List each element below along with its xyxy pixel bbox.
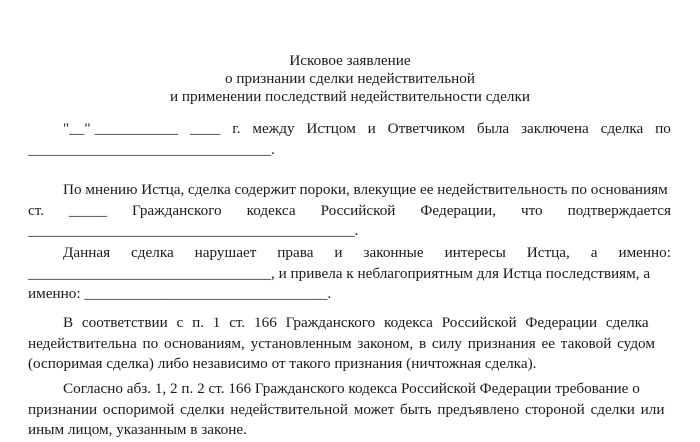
consequences-blank: ________________________________ bbox=[84, 285, 328, 302]
word: между bbox=[252, 120, 295, 137]
violated-interests-blank: ________________________________ bbox=[28, 264, 271, 282]
word: именно: bbox=[618, 244, 671, 261]
paragraph-article-166-p1 bbox=[28, 313, 671, 375]
paragraph-line bbox=[28, 264, 671, 285]
word: по bbox=[655, 120, 671, 137]
paragraph-article-166-p2 bbox=[28, 379, 671, 441]
paragraph-line bbox=[28, 140, 671, 161]
contract-basis-blank: ________________________________ bbox=[28, 140, 271, 158]
word: права bbox=[277, 244, 314, 261]
paragraph-line bbox=[28, 119, 671, 140]
paragraph-line bbox=[28, 243, 671, 264]
word: была bbox=[476, 120, 510, 137]
word: г. bbox=[232, 120, 241, 137]
word: подтверждается bbox=[567, 201, 671, 219]
paragraph-line: Согласно абз. 1, 2 п. 2 ст. 166 Гражданского кодекса Российской Федерации требование о bbox=[63, 380, 640, 397]
paragraph-line bbox=[28, 221, 671, 242]
word: сделка bbox=[600, 120, 644, 137]
period: . bbox=[327, 285, 332, 302]
text: , и привела к неблагоприятным для Истца последствиям, а bbox=[271, 264, 651, 282]
word: заключена bbox=[521, 120, 589, 137]
paragraph-line: недействительна по основаниям, установленным законом, в силу признания ее таковой судом bbox=[28, 334, 655, 352]
word: Федерации, bbox=[420, 201, 496, 219]
date-year-field: ____ bbox=[189, 120, 221, 137]
word: а bbox=[590, 244, 598, 261]
article-number-blank: _____ bbox=[69, 201, 108, 219]
word: Российской bbox=[320, 201, 396, 219]
word: ст. bbox=[28, 201, 45, 219]
word: кодекса bbox=[246, 201, 296, 219]
title-line-3: и применении последствий недействительности сделки bbox=[170, 88, 530, 105]
word: Ответчиком bbox=[387, 120, 466, 137]
paragraph-line bbox=[28, 284, 671, 305]
paragraph-line bbox=[28, 201, 671, 222]
period: . bbox=[354, 222, 359, 239]
word: именно: bbox=[28, 285, 81, 302]
paragraph-plaintiff-opinion bbox=[28, 180, 671, 242]
paragraph-contract-concluded bbox=[28, 119, 671, 160]
paragraph-rights-violation bbox=[28, 243, 671, 305]
paragraph-line: (оспоримая сделка) либо независимо от такого признания (ничтожная сделка). bbox=[28, 355, 537, 372]
word: нарушает bbox=[194, 244, 257, 261]
title-line-2: о признании сделки недействительной bbox=[224, 70, 476, 87]
word: что bbox=[520, 201, 543, 219]
paragraph-line: В соответствии с п. 1 ст. 166 Гражданского кодекса Российской Федерации сделка bbox=[63, 314, 649, 331]
date-day-field: "__" bbox=[63, 120, 91, 137]
word: интересы bbox=[444, 244, 506, 261]
word: Данная bbox=[63, 244, 111, 261]
word: Гражданского bbox=[132, 201, 222, 219]
word: Истцом bbox=[306, 120, 356, 137]
period: . bbox=[271, 140, 275, 158]
word: и bbox=[367, 120, 376, 137]
paragraph-line: По мнению Истца, сделка содержит пороки, влекущие ее недействительность по основаниям bbox=[63, 181, 668, 198]
date-month-field: ___________ bbox=[94, 120, 179, 137]
word: и bbox=[334, 244, 343, 261]
evidence-blank: ___________________________________________ bbox=[28, 222, 355, 239]
word: сделка bbox=[131, 244, 174, 261]
paragraph-line: иным лицом, указанным в законе. bbox=[28, 421, 247, 438]
word: законные bbox=[363, 244, 424, 261]
document-title bbox=[0, 52, 700, 106]
word: Истца, bbox=[526, 244, 570, 261]
paragraph-line: признании оспоримой сделки недействительной может быть предъявлено стороной сделки или bbox=[28, 400, 665, 418]
title-line-1: Исковое заявление bbox=[289, 52, 411, 69]
